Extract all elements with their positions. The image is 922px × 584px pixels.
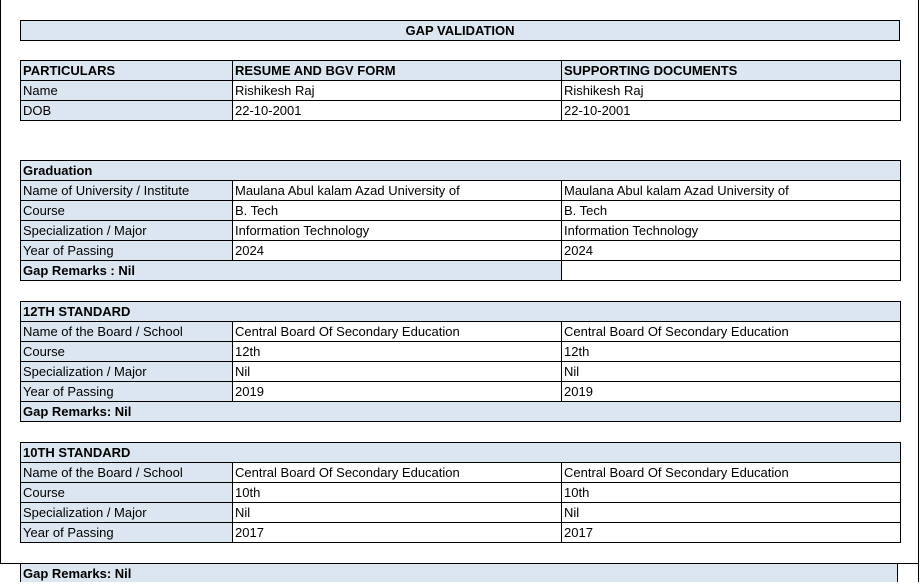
- gap-remarks-row: [21, 261, 901, 281]
- row-label: Name of the Board / School: [21, 463, 233, 483]
- row-label: Course: [21, 201, 233, 221]
- row-label: Name of the Board / School: [21, 322, 233, 342]
- row-label: DOB: [21, 101, 233, 121]
- resume-value: 2019: [233, 382, 562, 402]
- table-row: [21, 322, 901, 342]
- table-row: [21, 382, 901, 402]
- row-label: Name: [21, 81, 233, 101]
- table-row: [21, 342, 901, 362]
- header-resume-bgv: RESUME AND BGV FORM: [233, 61, 562, 81]
- section-heading-row: [21, 161, 901, 181]
- page-right-border: [918, 0, 919, 582]
- gap-remarks-empty-cell: [562, 261, 901, 281]
- docs-value: Nil: [562, 362, 901, 382]
- row-label: Specialization / Major: [21, 362, 233, 382]
- section-heading-row: [21, 443, 901, 463]
- table-row: [21, 463, 901, 483]
- resume-value: Central Board Of Secondary Education: [233, 463, 562, 483]
- table-row: [21, 201, 901, 221]
- docs-value: Central Board Of Secondary Education: [562, 322, 901, 342]
- table-row: [21, 101, 901, 121]
- table-row: [21, 81, 901, 101]
- docs-value: Central Board Of Secondary Education: [562, 463, 901, 483]
- docs-value: 2024: [562, 241, 901, 261]
- resume-value: 2017: [233, 523, 562, 543]
- tenth-standard-table: [20, 442, 901, 543]
- header-supporting-docs: SUPPORTING DOCUMENTS: [562, 61, 901, 81]
- table-row: [21, 221, 901, 241]
- page-left-border: [0, 0, 1, 564]
- table-row: [21, 181, 901, 201]
- resume-value: B. Tech: [233, 201, 562, 221]
- row-label: Year of Passing: [21, 382, 233, 402]
- docs-value: 2019: [562, 382, 901, 402]
- table-header-row: [21, 61, 901, 81]
- gap-remarks-row: [21, 402, 901, 422]
- section-heading: Graduation: [21, 161, 901, 181]
- table-row: [21, 241, 901, 261]
- resume-value: Nil: [233, 362, 562, 382]
- resume-value: Information Technology: [233, 221, 562, 241]
- resume-value: 22-10-2001: [233, 101, 562, 121]
- particulars-table: [20, 60, 901, 121]
- section-heading-row: [21, 302, 901, 322]
- graduation-table: [20, 160, 901, 281]
- table-row: [21, 362, 901, 382]
- table-row: [21, 483, 901, 503]
- resume-value: Rishikesh Raj: [233, 81, 562, 101]
- gap-remarks: Gap Remarks: Nil: [20, 564, 898, 582]
- resume-value: Maulana Abul kalam Azad University of: [233, 181, 562, 201]
- row-label: Course: [21, 483, 233, 503]
- resume-value: Nil: [233, 503, 562, 523]
- docs-value: B. Tech: [562, 201, 901, 221]
- resume-value: 12th: [233, 342, 562, 362]
- page-title: GAP VALIDATION: [20, 20, 900, 41]
- docs-value: Maulana Abul kalam Azad University of: [562, 181, 901, 201]
- header-particulars: PARTICULARS: [21, 61, 233, 81]
- docs-value: 10th: [562, 483, 901, 503]
- resume-value: 10th: [233, 483, 562, 503]
- docs-value: 12th: [562, 342, 901, 362]
- row-label: Specialization / Major: [21, 503, 233, 523]
- row-label: Year of Passing: [21, 523, 233, 543]
- docs-value: Nil: [562, 503, 901, 523]
- docs-value: Rishikesh Raj: [562, 81, 901, 101]
- docs-value: Information Technology: [562, 221, 901, 241]
- section-heading: 12TH STANDARD: [21, 302, 901, 322]
- gap-remarks: Gap Remarks : Nil: [21, 261, 562, 281]
- row-label: Year of Passing: [21, 241, 233, 261]
- docs-value: 22-10-2001: [562, 101, 901, 121]
- row-label: Course: [21, 342, 233, 362]
- resume-value: 2024: [233, 241, 562, 261]
- table-row: [21, 523, 901, 543]
- row-label: Specialization / Major: [21, 221, 233, 241]
- section-heading: 10TH STANDARD: [21, 443, 901, 463]
- table-row: [21, 503, 901, 523]
- resume-value: Central Board Of Secondary Education: [233, 322, 562, 342]
- docs-value: 2017: [562, 523, 901, 543]
- twelfth-standard-table: [20, 301, 901, 422]
- gap-remarks: Gap Remarks: Nil: [21, 402, 901, 422]
- row-label: Name of University / Institute: [21, 181, 233, 201]
